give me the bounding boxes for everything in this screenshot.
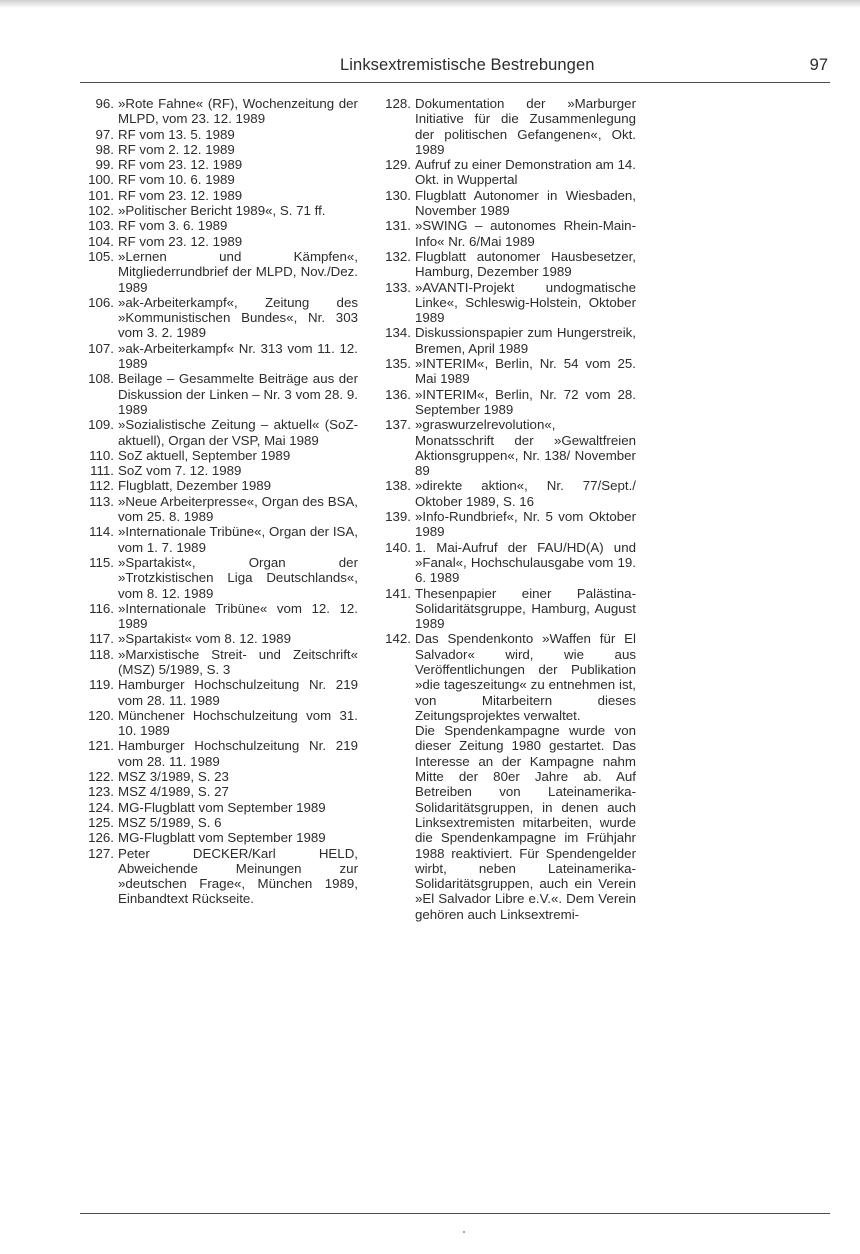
endnote-text: Münchener Hochschulzeitung vom 31. 10. 1989 <box>118 707 358 739</box>
endnote-number: 102. <box>88 203 114 219</box>
endnote-text: Hamburger Hochschulzeitung Nr. 219 vom 28. 11. 1989 <box>118 677 358 708</box>
endnote-item <box>80 478 358 493</box>
endnote-number: 137. <box>385 417 411 433</box>
running-title: Linksextremistische Bestrebungen <box>340 56 595 74</box>
endnote-item <box>80 249 358 295</box>
endnote-text: Diskussionspapier zum Hungerstreik, Bremen, April 1989 <box>415 325 636 356</box>
endnote-text: »Spartakist«, Organ der »Trotzkistischen Liga Deutschlands«, vom 8. 12. 1989 <box>118 554 358 601</box>
endnote-text: RF vom 23. 12. 1989 <box>118 233 243 249</box>
endnote-text: RF vom 23. 12. 1989 <box>118 157 243 173</box>
endnote-text: Dokumentation der »Marburger Initiative für die Zusammenlegung der politischen Gefangenen«, Okt. 1989 <box>415 96 636 157</box>
endnote-number: 131. <box>385 218 411 234</box>
endnote-number: 141. <box>385 585 411 601</box>
endnote-number: 105. <box>88 248 114 264</box>
endnote-item <box>80 463 358 478</box>
endnote-item <box>370 586 636 632</box>
endnote-number: 130. <box>385 187 411 203</box>
endnote-item <box>370 387 636 418</box>
endnote-number: 125. <box>88 814 114 830</box>
endnote-text: Aufruf zu einer Demonstration am 14. Okt. in Wuppertal <box>415 157 636 188</box>
endnote-number: 118. <box>89 646 114 662</box>
endnote-item <box>80 448 358 463</box>
endnote-number: 106. <box>88 294 114 310</box>
endnote-item <box>80 157 358 172</box>
endnote-number: 121. <box>88 738 114 754</box>
endnote-item <box>80 341 358 372</box>
endnote-number: 119. <box>89 677 114 693</box>
endnote-number: 120. <box>88 707 114 723</box>
endnote-text: 1. Mai-Aufruf der FAU/HD(A) und »Fanal«, Hochschulausgabe vom 19. 6. 1989 <box>415 539 636 586</box>
endnote-item <box>370 356 636 387</box>
endnote-number: 107. <box>88 340 114 356</box>
endnote-text: Thesenpapier einer Palästina-Solidaritätsgruppe, Hamburg, August 1989 <box>415 585 636 632</box>
endnote-item <box>80 218 358 233</box>
endnote-item <box>80 631 358 646</box>
endnote-item <box>80 555 358 601</box>
endnote-text: Flugblatt Autonomer in Wiesbaden, November 1989 <box>415 187 636 219</box>
endnote-text: »Politischer Bericht 1989«, S. 71 ff. <box>118 203 326 219</box>
endnote-number: 126. <box>88 830 114 846</box>
endnote-item <box>370 509 636 540</box>
endnote-item <box>80 371 358 417</box>
endnote-item <box>80 295 358 341</box>
endnote-number: 122. <box>88 769 114 785</box>
endnote-number: 124. <box>88 799 114 815</box>
endnote-number: 132. <box>385 248 411 264</box>
endnote-number: 138. <box>385 478 411 494</box>
endnote-item <box>80 172 358 187</box>
endnote-text: »Sozialistische Zeitung – aktuell« (SoZ-aktuell), Organ der VSP, Mai 1989 <box>118 417 358 448</box>
endnote-text: »INTERIM«, Berlin, Nr. 54 vom 25. Mai 1989 <box>415 356 636 387</box>
endnote-text: »AVANTI-Projekt undogmatische Linke«, Schleswig-Holstein, Oktober 1989 <box>415 279 636 326</box>
endnote-text: MSZ 3/1989, S. 23 <box>118 769 229 785</box>
endnote-text: MSZ 5/1989, S. 6 <box>118 814 222 830</box>
endnote-text: »Marxistische Streit- und Zeitschrift« (MSZ) 5/1989, S. 3 <box>118 646 358 677</box>
header-rule <box>80 82 830 83</box>
endnote-number: 133. <box>385 279 411 295</box>
notes-column-left <box>80 96 358 907</box>
endnote-number: 103. <box>88 218 114 234</box>
endnote-item <box>370 417 636 478</box>
endnote-text: SoZ aktuell, September 1989 <box>118 447 291 463</box>
endnote-item <box>370 96 636 157</box>
endnote-item <box>370 631 636 723</box>
endnote-number: 111. <box>90 463 114 479</box>
endnote-item <box>80 769 358 784</box>
footer-mark <box>463 1231 465 1233</box>
endnote-item <box>370 157 636 188</box>
endnote-item <box>370 249 636 280</box>
endnote-item <box>80 234 358 249</box>
endnote-number: 110. <box>89 447 114 463</box>
endnote-item <box>370 188 636 219</box>
endnote-item <box>80 142 358 157</box>
endnote-item <box>80 127 358 142</box>
endnote-text: »direkte aktion«, Nr. 77/Sept./ Oktober 1989, S. 16 <box>415 478 636 509</box>
endnote-number: 99. <box>95 157 114 173</box>
endnote-text: MG-Flugblatt vom September 1989 <box>118 830 326 846</box>
endnote-text: RF vom 10. 6. 1989 <box>118 172 235 188</box>
endnote-text: RF vom 23. 12. 1989 <box>118 187 243 203</box>
endnote-text: Das Spendenkonto »Waffen für El Salvador« wird, wie aus Veröffentlichungen der Publikation »die tageszeitung« zu entnehmen ist, von Mitarbeitern dieses Zeitungsprojektes verwaltet. <box>415 631 636 723</box>
scan-edge-shadow <box>0 0 860 8</box>
endnote-number: 129. <box>385 157 411 173</box>
endnote-text: »Rote Fahne« (RF), Wochenzeitung der MLPD, vom 23. 12. 1989 <box>118 96 358 127</box>
endnote-item <box>370 218 636 249</box>
endnote-number: 100. <box>88 172 114 188</box>
endnote-item <box>80 96 358 127</box>
endnote-text: RF vom 3. 6. 1989 <box>118 218 228 234</box>
endnote-item <box>80 800 358 815</box>
endnote-text: MSZ 4/1989, S. 27 <box>118 784 229 800</box>
endnote-number: 128. <box>385 96 411 111</box>
endnote-text: Die Spendenkampagne wurde von dieser Zeitung 1980 gestartet. Das Interesse an der Kampagne nahm Mitte der 80er Jahre ab. Auf Betreiben von Lateinamerika-Solidaritätsgruppen, in denen auch Linksextremisten mitarbeiten, wurde die Spendenkampagne im Frühjahr 1988 reaktiviert. Für Spendengelder wirbt, neben Lateinamerika-Solidaritätsgruppen, auch ein Verein »El Salvador Libre e.V.«. Dem Verein gehören auch Linksextremi- <box>415 723 636 922</box>
endnote-number: 104. <box>88 233 114 249</box>
endnote-text: Flugblatt, Dezember 1989 <box>118 478 271 494</box>
endnote-number: 108. <box>88 371 114 387</box>
endnote-item <box>370 325 636 356</box>
endnote-text: RF vom 13. 5. 1989 <box>118 126 235 142</box>
endnote-text: »Neue Arbeiterpresse«, Organ des BSA, vom 25. 8. 1989 <box>118 493 358 525</box>
endnote-number: 123. <box>88 784 114 800</box>
endnote-item <box>80 846 358 907</box>
endnote-item <box>80 647 358 678</box>
endnote-number: 142. <box>385 631 411 647</box>
endnote-number: 117. <box>89 631 114 647</box>
endnote-number: 101. <box>88 187 114 203</box>
endnote-continuation <box>370 723 636 922</box>
endnote-number: 113. <box>89 493 114 509</box>
endnote-item <box>80 188 358 203</box>
endnote-number: 127. <box>88 845 114 861</box>
endnote-number: 140. <box>385 539 411 555</box>
endnote-text: Beilage – Gesammelte Beiträge aus der Diskussion der Linken – Nr. 3 vom 28. 9. 1989 <box>118 371 358 417</box>
endnote-number: 136. <box>385 386 411 402</box>
endnote-number: 139. <box>385 509 411 525</box>
endnote-item <box>80 830 358 845</box>
endnote-item <box>80 738 358 769</box>
notes-column-right <box>370 96 636 922</box>
endnote-number: 115. <box>89 554 114 570</box>
endnote-item <box>80 203 358 218</box>
endnote-text: »graswurzelrevolution«, Monatsschrift der »Gewaltfreien Aktionsgruppen«, Nr. 138/ November 89 <box>415 417 636 479</box>
endnote-item <box>80 417 358 448</box>
endnote-number: 114. <box>89 524 114 540</box>
page-number: 97 <box>809 56 828 74</box>
endnote-number: 109. <box>88 417 114 433</box>
endnote-text: »Spartakist« vom 8. 12. 1989 <box>118 631 291 647</box>
endnote-text: »SWING – autonomes Rhein-Main-Info« Nr. 6/Mai 1989 <box>415 218 636 249</box>
endnote-text: »Lernen und Kämpfen«, Mitgliederrundbrief der MLPD, Nov./Dez. 1989 <box>118 248 358 295</box>
endnote-text: »Info-Rundbrief«, Nr. 5 vom Oktober 1989 <box>415 509 636 540</box>
endnote-text: SoZ vom 7. 12. 1989 <box>118 463 242 479</box>
endnote-item <box>80 494 358 525</box>
endnote-text: RF vom 2. 12. 1989 <box>118 141 235 157</box>
endnote-item <box>80 601 358 632</box>
endnote-number: 98. <box>95 141 114 157</box>
endnote-item <box>370 280 636 326</box>
endnote-text: MG-Flugblatt vom September 1989 <box>118 799 326 815</box>
endnote-text: »INTERIM«, Berlin, Nr. 72 vom 28. September 1989 <box>415 386 636 417</box>
endnote-item <box>80 708 358 739</box>
endnote-number: 97. <box>95 126 114 142</box>
endnote-number: 96. <box>95 96 114 111</box>
endnote-number: 135. <box>385 356 411 372</box>
endnote-text: Peter DECKER/Karl HELD, Abweichende Meinungen zur »deutschen Frage«, München 1989, Einbandtext Rückseite. <box>118 845 358 907</box>
endnote-number: 112. <box>89 478 114 494</box>
footer-rule <box>80 1213 830 1214</box>
endnote-text: »Internationale Tribüne«, Organ der ISA, vom 1. 7. 1989 <box>118 524 358 555</box>
endnote-text: Flugblatt autonomer Hausbesetzer, Hamburg, Dezember 1989 <box>415 248 636 280</box>
endnote-item <box>80 815 358 830</box>
endnote-item <box>370 540 636 586</box>
endnote-item <box>80 784 358 799</box>
endnote-number <box>370 723 415 922</box>
endnote-number: 116. <box>89 600 114 616</box>
endnote-item <box>370 478 636 509</box>
endnote-text: Hamburger Hochschulzeitung Nr. 219 vom 28. 11. 1989 <box>118 738 358 769</box>
endnote-number: 134. <box>385 325 411 341</box>
endnote-text: »ak-Arbeiterkampf«, Zeitung des »Kommunistischen Bundes«, Nr. 303 vom 3. 2. 1989 <box>118 294 358 341</box>
endnote-item <box>80 677 358 708</box>
endnote-item <box>80 524 358 555</box>
endnote-text: »Internationale Tribüne« vom 12. 12. 1989 <box>118 600 358 632</box>
endnote-text: »ak-Arbeiterkampf« Nr. 313 vom 11. 12. 1989 <box>118 340 358 372</box>
